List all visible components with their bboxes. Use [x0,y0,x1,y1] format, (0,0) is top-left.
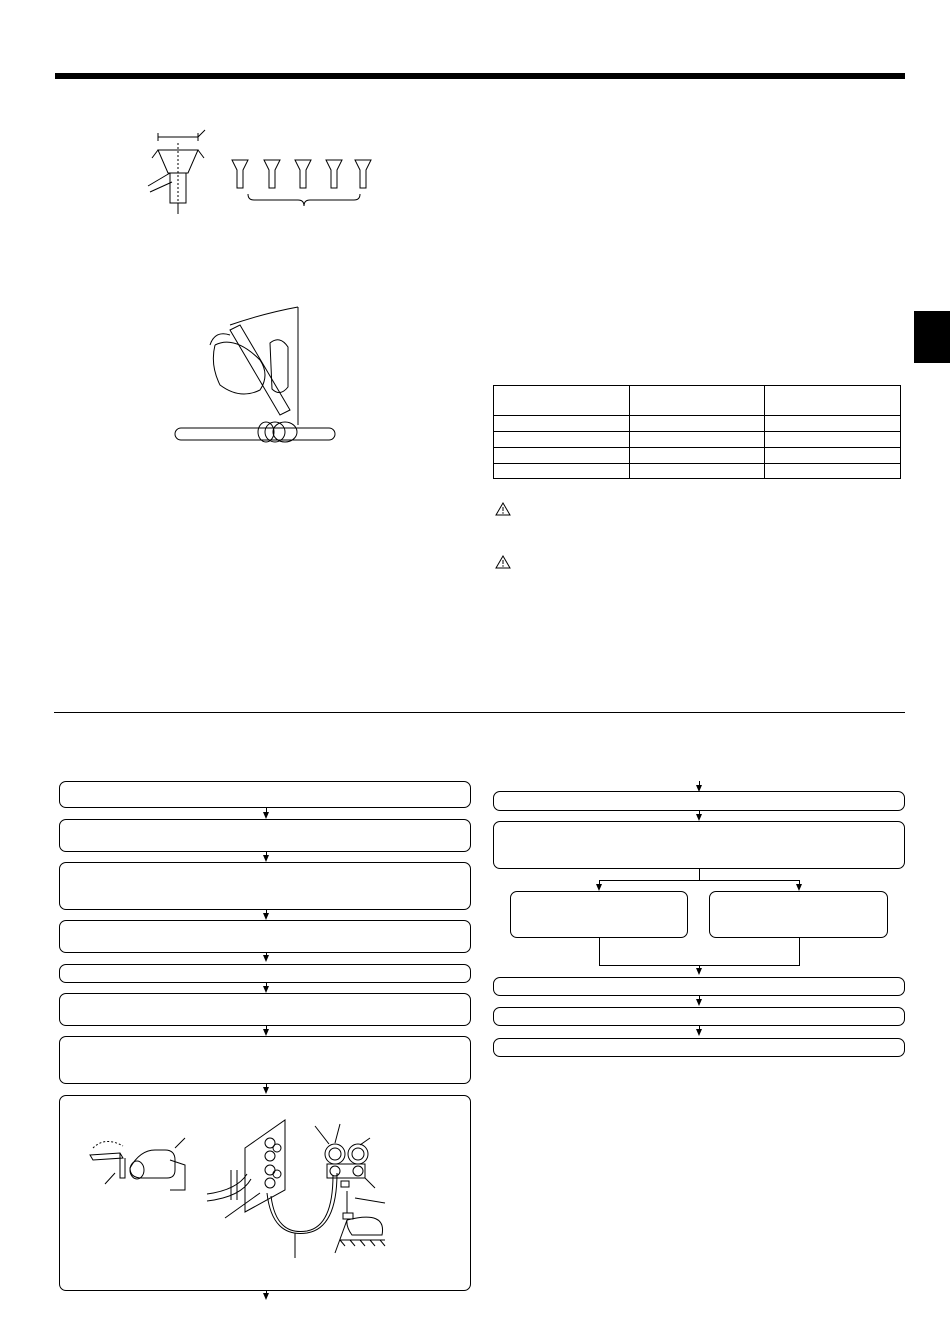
flow-step [493,977,905,996]
flow-step [59,1036,471,1084]
specification-table [493,385,901,479]
flow-step [493,1038,905,1057]
table-cell [629,448,765,464]
table-cell [765,416,901,432]
section-divider [54,712,905,713]
flow-step [59,781,471,808]
table-cell [629,386,765,416]
flow-step [59,964,471,983]
flow-branch-left [510,891,688,938]
table-cell [629,464,765,479]
top-rule [55,73,905,79]
warning-triangle-icon [495,555,511,569]
flow-step [59,993,471,1026]
warning-triangle-icon [495,502,511,516]
table-cell [494,416,630,432]
flow-step [59,819,471,852]
flow-branch-right [709,891,888,938]
table-cell [494,386,630,416]
flow-step [59,920,471,953]
table-cell [765,448,901,464]
wrench-tightening-illustration [170,305,340,445]
table-cell [494,432,630,448]
flare-nut-illustration [140,128,390,218]
table-cell [765,386,901,416]
flow-step [493,791,905,811]
flow-step [493,821,905,869]
table-cell [765,464,901,479]
table-cell [629,432,765,448]
flow-step [493,1007,905,1026]
table-cell [629,416,765,432]
flow-step [59,862,471,910]
table-cell [494,464,630,479]
table-cell [765,432,901,448]
table-cell [494,448,630,464]
vacuum-pump-gauge-illustration [85,1118,405,1268]
side-language-tab [914,311,950,363]
